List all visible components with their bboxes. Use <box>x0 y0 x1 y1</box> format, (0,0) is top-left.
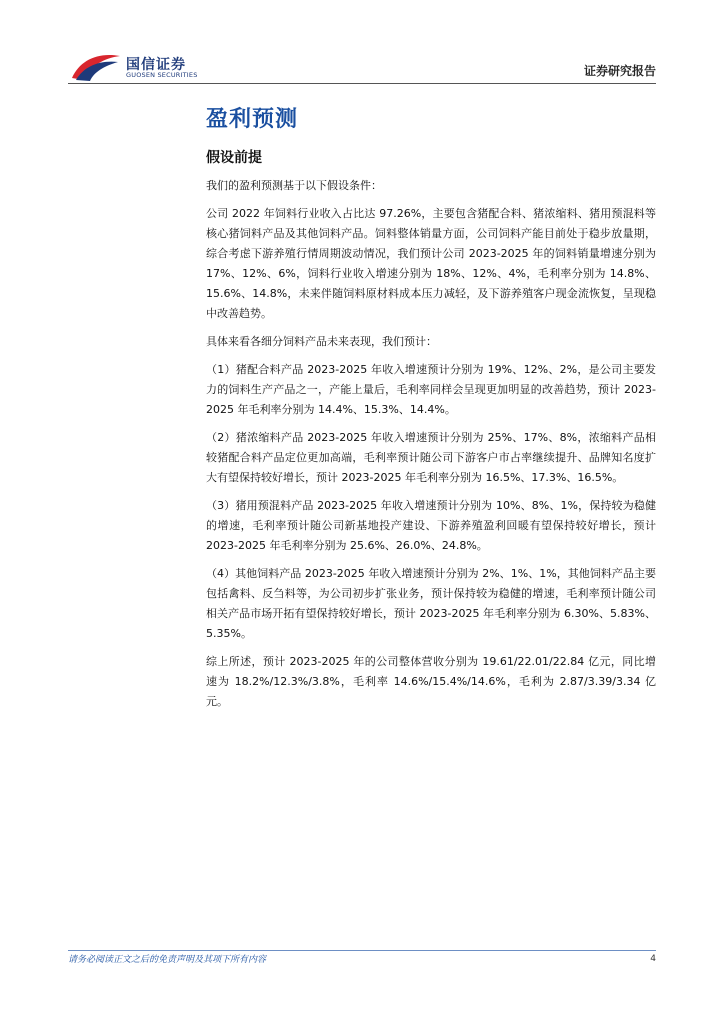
paragraph-summary: 综上所述，预计 2023-2025 年的公司整体营收分别为 19.61/22.01/22.84 亿元，同比增速为 18.2%/12.3%/3.8%，毛利率 14.6%/15.4%/14.6%，毛利为 2.87/3.39/3.34 亿元。 <box>206 655 656 708</box>
main-content <box>206 100 656 712</box>
footer-divider <box>68 950 656 951</box>
paragraph-pig-compound-feed: （1）猪配合料产品 2023-2025 年收入增速预计分别为 19%、12%、2%，是公司主要发力的饲料生产产品之一，产能上量后，毛利率同样会呈现更加明显的改善趋势，预计 2023-2025 年毛利率分别为 14.4%、15.3%、14.4%。 <box>206 363 656 416</box>
section-title: 盈利预测 <box>206 107 299 132</box>
paragraph-pig-premix-feed: （3）猪用预混料产品 2023-2025 年收入增速预计分别为 10%、8%、1%，保持较为稳健的增速，毛利率预计随公司新基地投产建设、下游养殖盈利回暖有望保持较好增长，预计 2023-2025 年毛利率分别为 25.6%、26.0%、24.8%。 <box>206 499 656 552</box>
brand-name-en: GUOSEN SECURITIES <box>126 71 198 79</box>
guosen-logo-icon <box>70 50 122 82</box>
header-divider <box>68 83 656 84</box>
paragraph-pig-concentrate-feed: （2）猪浓缩料产品 2023-2025 年收入增速预计分别为 25%、17%、8%，浓缩料产品相较猪配合料产品定位更加高端，毛利率预计随公司下游客户市占率继续提升、品牌知名度扩大有望保持较好增长，预计 2023-2025 年毛利率分别为 16.5%、17.3%、16.5%。 <box>206 431 656 484</box>
section-subtitle: 假设前提 <box>206 150 262 166</box>
page-header <box>0 0 724 90</box>
page-number: 4 <box>650 954 656 964</box>
guosen-logo <box>70 50 230 84</box>
brand-name-cn: 国信证券 <box>126 57 186 73</box>
paragraph-intro: 我们的盈利预测基于以下假设条件： <box>206 179 382 192</box>
paragraph-other-feed: （4）其他饲料产品 2023-2025 年收入增速预计分别为 2%、1%、1%，其他饲料产品主要包括禽料、反刍料等，为公司初步扩张业务，预计保持较为稳健的增速，毛利率预计随公司相关产品市场开拓有望保持较好增长，预计 2023-2025 年毛利率分别为 6.30%、5.83%、5.35%。 <box>206 567 656 640</box>
report-type-label: 证券研究报告 <box>583 64 656 78</box>
footer-disclaimer: 请务必阅读正文之后的免责声明及其项下所有内容 <box>68 955 267 965</box>
paragraph-detail-intro: 具体来看各细分饲料产品未来表现，我们预计： <box>206 335 437 348</box>
paragraph-overview: 公司 2022 年饲料行业收入占比达 97.26%，主要包含猪配合料、猪浓缩料、猪用预混料等核心猪饲料产品及其他饲料产品。饲料整体销量方面，公司饲料产能目前处于稳步放量期，综合考虑下游养殖行情周期波动情况，我们预计公司 2023-2025 年的饲料销量增速分别为 17%、12%、6%，饲料行业收入增速分别为 18%、12%、4%，毛利率分别为 14.8%、15.6%、14.8%，未来伴随饲料原材料成本压力减轻，及下游养殖客户现金流恢复，呈现稳中改善趋势。 <box>206 207 656 320</box>
